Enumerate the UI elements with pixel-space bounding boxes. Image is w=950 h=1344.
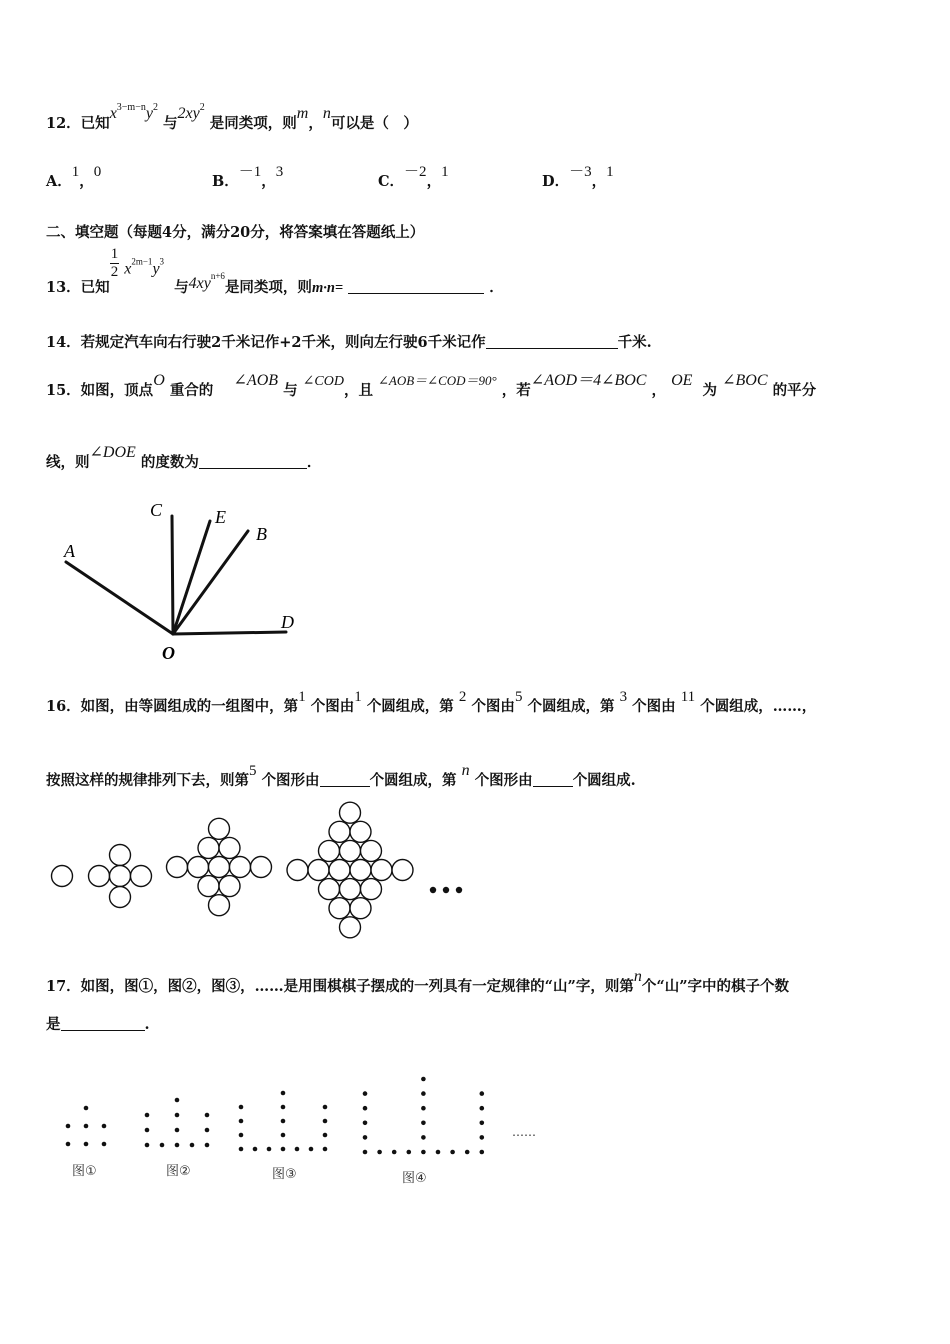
- option-sep: ，: [261, 173, 276, 190]
- q16-n4: 5: [514, 689, 523, 705]
- stone: [160, 1143, 165, 1148]
- stone: [175, 1113, 180, 1118]
- stone: [363, 1091, 368, 1096]
- q13-expr2-exp: n+6: [210, 270, 225, 281]
- stone: [239, 1105, 244, 1110]
- stone: [175, 1098, 180, 1103]
- option-value-1: 1: [71, 164, 80, 180]
- q16-t3: 个圆组成，第: [366, 698, 454, 715]
- q12-expr1-y: y: [145, 105, 153, 122]
- q16-t1: 16．如图，由等圆组成的一组图中，第: [46, 698, 299, 715]
- option-value-1: －3: [569, 164, 592, 180]
- q12-n: n: [322, 105, 331, 122]
- stone: [363, 1106, 368, 1111]
- stone: [253, 1147, 258, 1152]
- q16-t2: 个图由: [310, 698, 355, 715]
- q17-t2: 个“山”字中的棋子个数: [641, 978, 790, 995]
- q15-angle-aob: ∠AOB: [233, 372, 279, 389]
- stone: [363, 1121, 368, 1126]
- stone: [239, 1133, 244, 1138]
- stone: [205, 1113, 210, 1118]
- stone: [421, 1077, 426, 1082]
- stone: [102, 1124, 107, 1129]
- q16-n3: 2: [458, 689, 467, 705]
- stone: [436, 1150, 441, 1155]
- q16-l2-c: 个圆组成，第: [369, 772, 457, 789]
- option-label: D．: [542, 173, 570, 190]
- stone: [480, 1106, 485, 1111]
- q13-conj: 与: [174, 278, 189, 296]
- q16-n5: 3: [619, 689, 628, 705]
- stone: [480, 1091, 485, 1096]
- stone: [323, 1147, 328, 1152]
- q12-expr1-yexp: 2: [152, 102, 158, 113]
- q15-end: ．: [306, 454, 322, 471]
- stone: [363, 1150, 368, 1155]
- q15-condition-2: ∠AOD＝4∠BOC: [530, 372, 647, 389]
- q15-t5: ，: [651, 382, 667, 399]
- stone: [450, 1150, 455, 1155]
- q15-angle-boc: ∠BOC: [722, 372, 768, 389]
- q13-y: y: [152, 260, 160, 278]
- stone: [145, 1143, 150, 1148]
- stone: [281, 1119, 286, 1124]
- stone: [363, 1135, 368, 1140]
- q17-l2: 是: [46, 1016, 61, 1033]
- q16-n2: 1: [354, 689, 362, 705]
- stone: [480, 1135, 485, 1140]
- option-label: A．: [46, 173, 72, 190]
- stone: [84, 1142, 89, 1147]
- q15-point-o: O: [153, 372, 165, 389]
- q12-expr1-base: x: [109, 105, 117, 122]
- stone: [421, 1121, 426, 1126]
- stone: [239, 1147, 244, 1152]
- stone: [66, 1124, 71, 1129]
- q13-mid: 是同类项，则: [224, 278, 312, 296]
- caption-fig-2: 图②: [166, 1164, 191, 1179]
- q15-prefix: 15．如图，顶点: [46, 382, 154, 399]
- q13-frac-num: 1: [110, 246, 119, 262]
- label-c: C: [150, 500, 163, 520]
- stone: [480, 1150, 485, 1155]
- q15-line2-b: 的度数为: [140, 454, 199, 471]
- q16-l2-a: 按照这样的规律排列下去，则第: [46, 772, 249, 789]
- q15-t7: 的平分: [772, 382, 817, 399]
- option-value-2: 3: [275, 164, 284, 180]
- q13-x-exp: 2m−1: [131, 256, 153, 267]
- q16-t4: 个图由: [471, 698, 515, 715]
- q12-mid: 是同类项，则: [209, 115, 297, 132]
- q13-mn: m·n=: [311, 279, 344, 296]
- q17-end: .: [144, 1016, 150, 1033]
- stone: [190, 1143, 195, 1148]
- more-ellipsis: ……: [512, 1125, 536, 1139]
- q15-angle-doe: ∠DOE: [89, 444, 136, 461]
- stone: [205, 1143, 210, 1148]
- stone: [66, 1142, 71, 1147]
- stone: [267, 1147, 272, 1152]
- caption-fig-4: 图④: [402, 1171, 427, 1186]
- label-o: O: [162, 643, 175, 663]
- q15-t3: ，且: [343, 382, 373, 399]
- stone: [323, 1119, 328, 1124]
- option-sep: ，: [591, 173, 607, 190]
- option-sep: ，: [426, 173, 442, 190]
- stone: [421, 1150, 426, 1155]
- q16-t7: 个圆组成，……，: [700, 698, 817, 715]
- stone: [295, 1147, 300, 1152]
- q17-t1: 17．如图，图①，图②，图③，……是用围棋棋子摆成的一列具有一定规律的“山”字，则第: [46, 978, 634, 995]
- q16-n6: 11: [680, 689, 696, 705]
- stone: [377, 1150, 382, 1155]
- q14-text: 14．若规定汽车向右行驶2千米记作+2千米，则向左行驶6千米记作: [46, 334, 486, 351]
- stone: [175, 1143, 180, 1148]
- stone: [145, 1128, 150, 1133]
- q15-ray-oe: OE: [671, 372, 693, 389]
- stone: [421, 1091, 426, 1096]
- q16-t5: 个圆组成，第: [527, 698, 615, 715]
- stone: [392, 1150, 397, 1155]
- q12-comma: ，: [308, 115, 323, 132]
- stone: [205, 1128, 210, 1133]
- stone: [102, 1142, 107, 1147]
- option-value-1: －1: [238, 164, 262, 180]
- q12-suffix: 可以是（ ）: [330, 115, 418, 132]
- q12-conj: 与: [163, 115, 178, 132]
- q16-l2-e: 个圆组成.: [572, 772, 636, 789]
- option-value-2: 0: [93, 164, 102, 180]
- q16-l2-b: 个图形由: [261, 772, 320, 789]
- stone: [421, 1106, 426, 1111]
- stone: [84, 1106, 89, 1111]
- stone: [421, 1135, 426, 1140]
- q15-t2: 与: [283, 382, 298, 399]
- caption-fig-3: 图③: [272, 1167, 297, 1182]
- q12-m: m: [296, 105, 309, 122]
- q14-end: 千米.: [617, 334, 652, 351]
- q17-n: n: [633, 968, 642, 985]
- q16-l2-d: 个图形由: [474, 772, 533, 789]
- q16-t6: 个图由: [632, 698, 676, 715]
- stone: [309, 1147, 314, 1152]
- stone: [239, 1119, 244, 1124]
- stone: [145, 1113, 150, 1118]
- label-e: E: [215, 507, 226, 527]
- q13-end: ．: [489, 278, 504, 296]
- option-value-2: 1: [441, 164, 449, 180]
- q13-x: x: [124, 260, 132, 278]
- q16-n1: 1: [298, 689, 306, 705]
- stone: [407, 1150, 412, 1155]
- q16-n8: n: [461, 762, 470, 779]
- caption-fig-1: 图①: [72, 1164, 97, 1179]
- option-value-2: 1: [606, 164, 614, 180]
- q12-expr1-exp: 3−m−n: [116, 102, 146, 113]
- stone: [465, 1150, 470, 1155]
- q13-frac-den: 2: [110, 264, 119, 280]
- q15-t6: 为: [702, 382, 718, 399]
- stone: [175, 1128, 180, 1133]
- stone: [281, 1147, 286, 1152]
- stone: [323, 1105, 328, 1110]
- q15-angle-cod: ∠COD: [302, 374, 344, 389]
- q15-line2-a: 线，则: [46, 454, 90, 471]
- q15-t4: ，若: [501, 382, 531, 399]
- option-label: C．: [378, 173, 405, 190]
- stone: [84, 1124, 89, 1129]
- option-sep: ，: [79, 173, 94, 190]
- q12-prefix: 12．已知: [46, 115, 110, 132]
- q13-prefix: 13．已知: [46, 278, 110, 296]
- label-b: B: [256, 524, 267, 544]
- option-value-1: －2: [404, 164, 427, 180]
- q12-expr2-base: 2xy: [177, 105, 200, 122]
- stone: [480, 1121, 485, 1126]
- stone: [281, 1105, 286, 1110]
- q12-expr2-exp: 2: [199, 102, 205, 113]
- label-a: A: [64, 541, 75, 561]
- q16-n7: 5: [249, 763, 257, 779]
- q15-t1: 重合的: [169, 382, 214, 399]
- stone: [281, 1133, 286, 1138]
- label-d: D: [281, 612, 294, 632]
- q13-y-exp: 3: [159, 256, 165, 267]
- q15-condition: ∠AOB＝∠COD＝90°: [378, 373, 497, 388]
- section-2-heading: 二、填空题（每题4分，满分20分，将答案填在答题纸上）: [46, 224, 425, 241]
- q13-expr2: 4xy: [188, 274, 211, 292]
- option-label: B．: [212, 173, 239, 190]
- stone: [323, 1133, 328, 1138]
- stone: [281, 1091, 286, 1096]
